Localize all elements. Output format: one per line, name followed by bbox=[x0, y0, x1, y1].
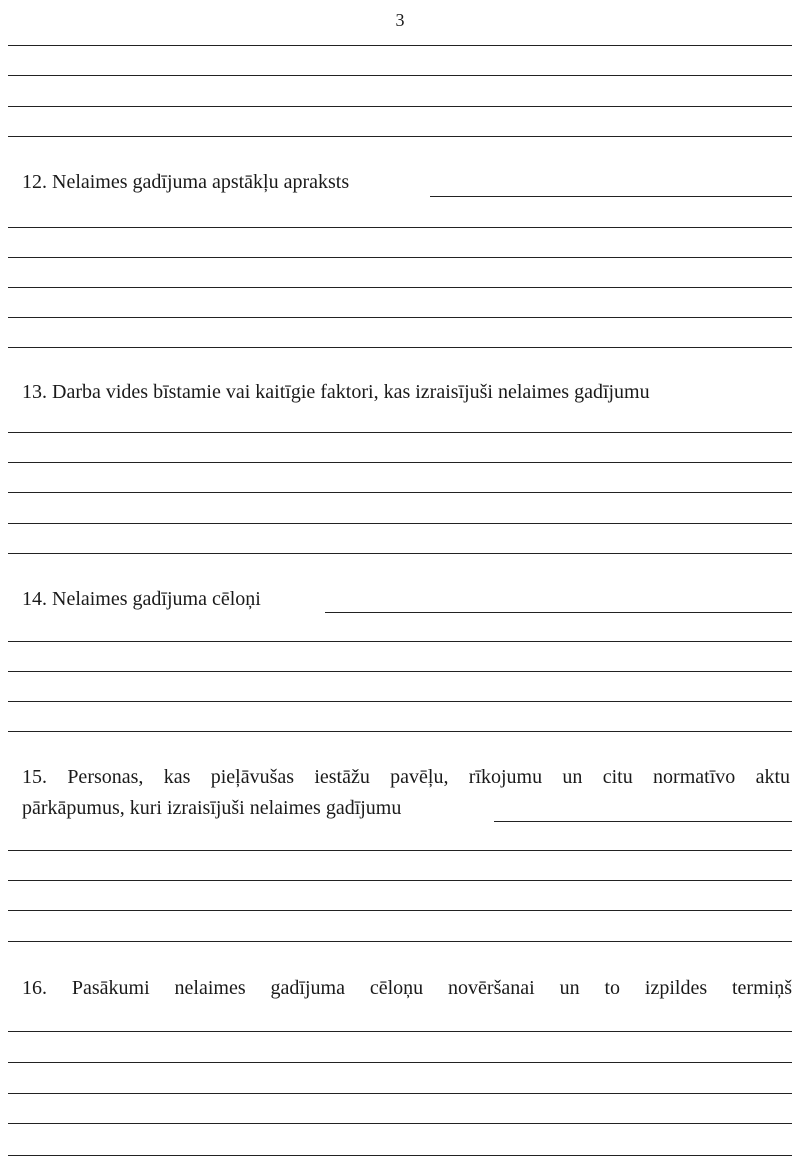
answer-line[interactable] bbox=[8, 432, 792, 433]
answer-line[interactable] bbox=[8, 1093, 792, 1094]
answer-line[interactable] bbox=[8, 347, 792, 348]
answer-line[interactable] bbox=[8, 287, 792, 288]
answer-line[interactable] bbox=[8, 1031, 792, 1032]
section-14-inline-line[interactable] bbox=[325, 612, 792, 613]
section-15-label-line1: 15. Personas, kas pieļāvušas iestāžu pavēļu, rīkojumu un citu normatīvo aktu bbox=[22, 766, 790, 788]
answer-line[interactable] bbox=[8, 257, 792, 258]
answer-line[interactable] bbox=[8, 492, 792, 493]
answer-line[interactable] bbox=[8, 941, 792, 942]
answer-line[interactable] bbox=[8, 523, 792, 524]
answer-line[interactable] bbox=[8, 317, 792, 318]
answer-line[interactable] bbox=[8, 227, 792, 228]
answer-line[interactable] bbox=[8, 1123, 792, 1124]
answer-line[interactable] bbox=[8, 75, 792, 76]
answer-line[interactable] bbox=[8, 462, 792, 463]
section-13-label: 13. Darba vides bīstamie vai kaitīgie faktori, kas izraisījuši nelaimes gadījumu bbox=[22, 381, 650, 403]
answer-line[interactable] bbox=[8, 850, 792, 851]
answer-line[interactable] bbox=[8, 1062, 792, 1063]
page-number: 3 bbox=[395, 10, 405, 30]
answer-line[interactable] bbox=[8, 553, 792, 554]
answer-line[interactable] bbox=[8, 45, 792, 46]
answer-line[interactable] bbox=[8, 731, 792, 732]
section-16-label: 16. Pasākumi nelaimes gadījuma cēloņu novēršanai un to izpildes termiņš bbox=[22, 977, 792, 999]
section-14-label: 14. Nelaimes gadījuma cēloņi bbox=[22, 588, 261, 610]
answer-line[interactable] bbox=[8, 1155, 792, 1156]
answer-line[interactable] bbox=[8, 641, 792, 642]
answer-line[interactable] bbox=[8, 671, 792, 672]
section-15-inline-line[interactable] bbox=[494, 821, 792, 822]
answer-line[interactable] bbox=[8, 910, 792, 911]
answer-line[interactable] bbox=[8, 136, 792, 137]
section-15-label-line2: pārkāpumus, kuri izraisījuši nelaimes gadījumu bbox=[22, 797, 402, 819]
section-12-inline-line[interactable] bbox=[430, 196, 792, 197]
answer-line[interactable] bbox=[8, 106, 792, 107]
answer-line[interactable] bbox=[8, 701, 792, 702]
section-12-label: 12. Nelaimes gadījuma apstākļu apraksts bbox=[22, 171, 350, 193]
answer-line[interactable] bbox=[8, 880, 792, 881]
